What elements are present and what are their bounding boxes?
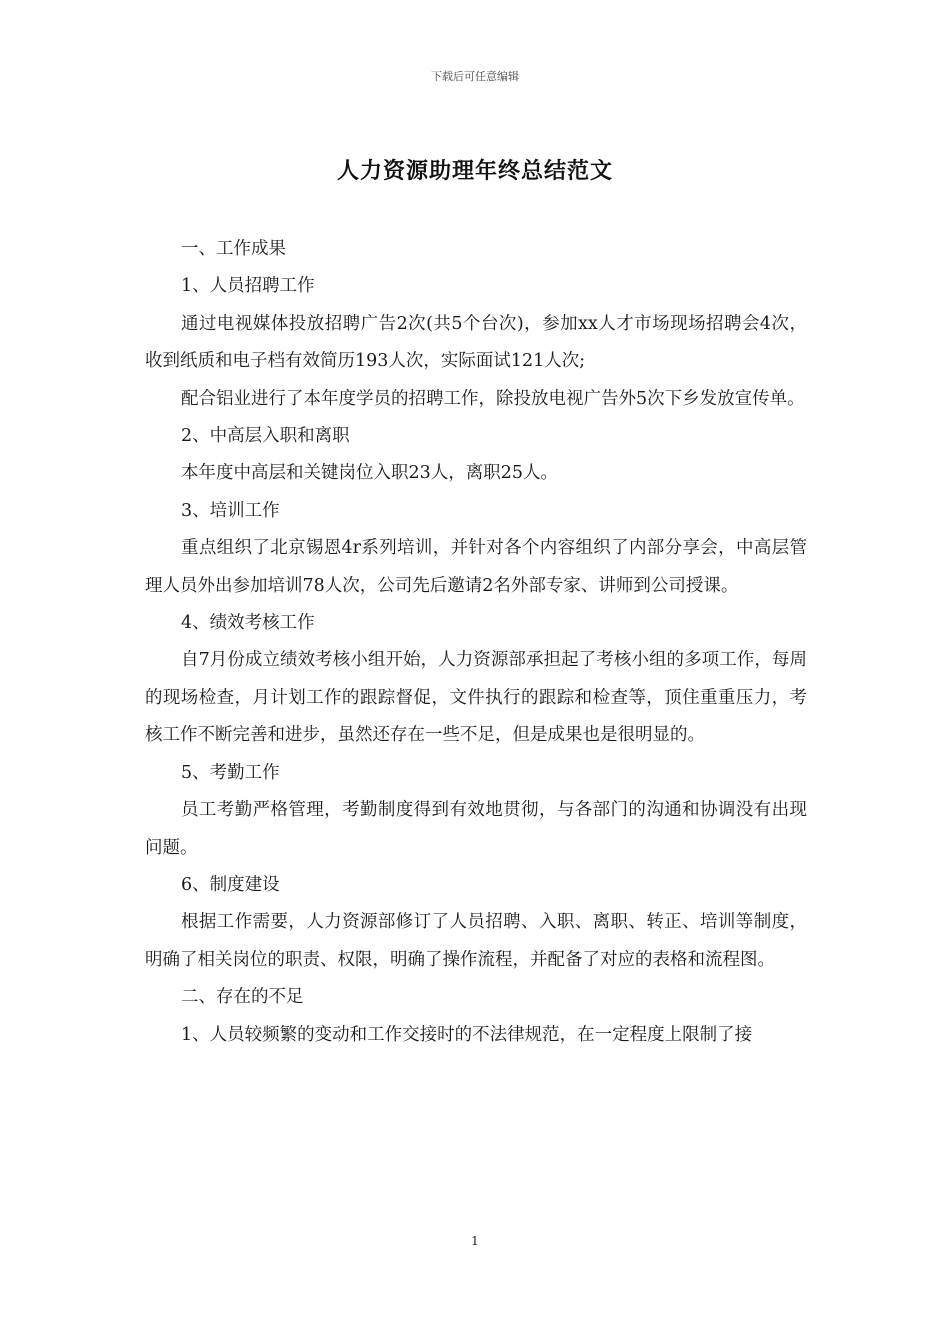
paragraph: 1、人员较频繁的变动和工作交接时的不法律规范，在一定程度上限制了接 <box>181 1024 753 1045</box>
paragraph: 员工考勤严格管理，考勤制度得到有效地贯彻，与各部门的沟通和协调没有出现问题。 <box>145 800 807 858</box>
section-heading: 一、工作成果 <box>181 239 286 259</box>
subsection-heading: 1、人员招聘工作 <box>181 276 315 297</box>
header-note: 下载后可任意编辑 <box>431 70 519 83</box>
section-heading: 二、存在的不足 <box>181 987 304 1008</box>
document-body <box>145 231 807 1054</box>
paragraph: 根据工作需要，人力资源部修订了人员招聘、入职、离职、转正、培训等制度，明确了相关岗位的职责、权限，明确了操作流程，并配备了对应的表格和流程图。 <box>145 912 807 970</box>
document-title: 人力资源助理年终总结范文 <box>336 159 613 184</box>
subsection-heading: 4、绩效考核工作 <box>181 613 315 634</box>
paragraph: 通过电视媒体投放招聘广告2次(共5个台次)，参加xx人才市场现场招聘会4次，收到纸质和电子档有效简历193人次，实际面试121人次; <box>145 313 807 372</box>
subsection-heading: 6、制度建设 <box>181 874 280 895</box>
paragraph: 本年度中高层和关键岗位入职23人，离职25人。 <box>181 463 559 484</box>
paragraph: 自7月份成立绩效考核小组开始，人力资源部承担起了考核小组的多项工作，每周的现场检查，月计划工作的跟踪督促，文件执行的跟踪和检查等，顶住重重压力，考核工作不断完善和进步，虽然还存在一些不足，但是成果也是很明显的。 <box>145 650 807 746</box>
subsection-heading: 3、培训工作 <box>181 500 280 521</box>
subsection-heading: 5、考勤工作 <box>181 762 280 783</box>
subsection-heading: 2、中高层入职和离职 <box>181 426 350 447</box>
paragraph: 重点组织了北京锡恩4r系列培训，并针对各个内容组织了内部分享会，中高层管理人员外出参加培训78人次，公司先后邀请2名外部专家、讲师到公司授课。 <box>145 538 807 596</box>
paragraph: 配合铝业进行了本年度学员的招聘工作，除投放电视广告外5次下乡发放宣传单。 <box>181 388 805 409</box>
page-number: 1 <box>471 1234 479 1248</box>
